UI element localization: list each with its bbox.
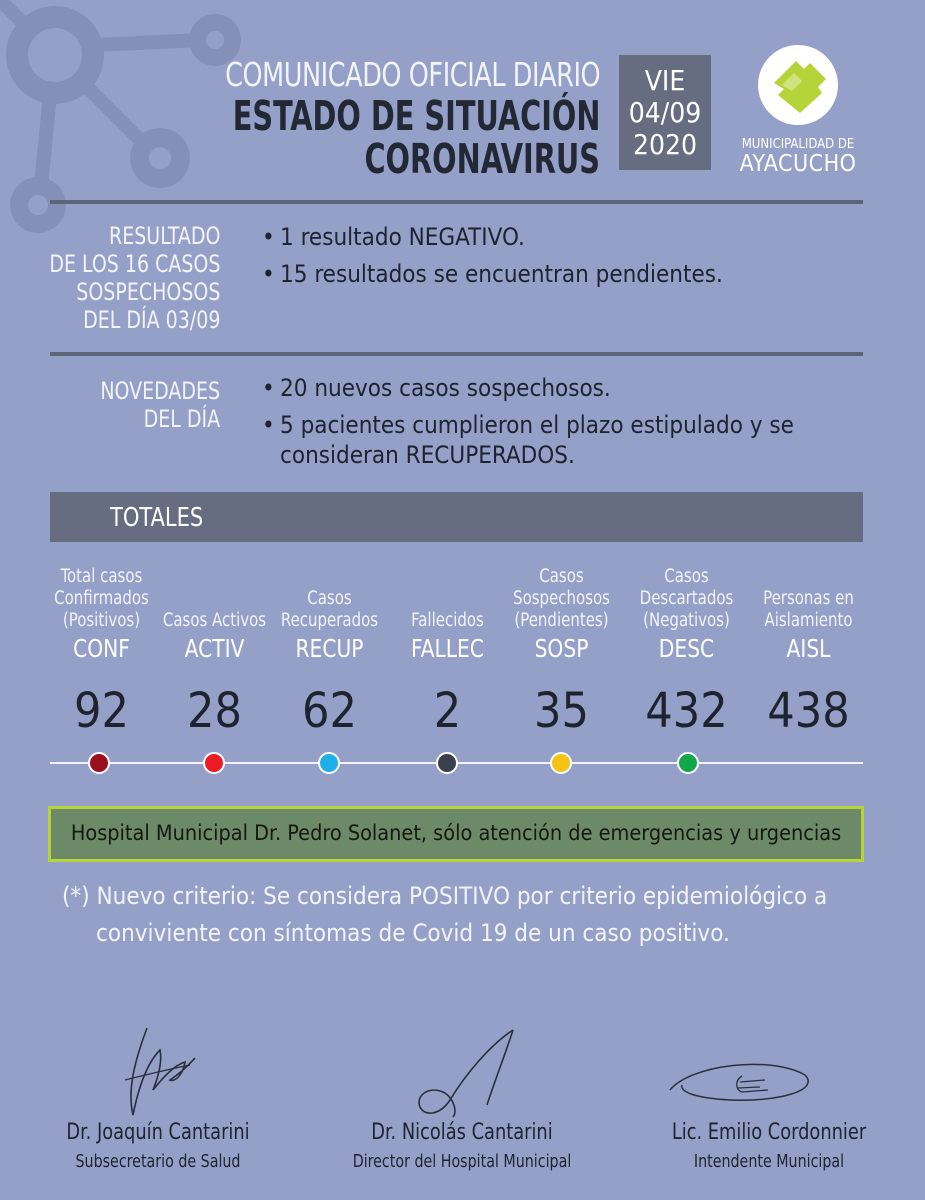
signature-name: Dr. Nicolás Cantarini	[371, 1120, 553, 1145]
stat-code: FALLEC	[411, 634, 484, 663]
stat-column-sosp	[504, 562, 619, 741]
divider-1	[50, 200, 863, 204]
note-line: conviviente con síntomas de Covid 19 de un caso positivo.	[96, 919, 730, 947]
stat-code: SOSP	[534, 634, 589, 663]
date-box	[619, 55, 711, 170]
header-subtitle: COMUNICADO OFICIAL DIARIO	[224, 55, 600, 94]
signature-drawing-3	[660, 1050, 820, 1110]
signature-block-2	[312, 1120, 612, 1172]
stat-value: 62	[302, 683, 357, 739]
bullet-item: • 1 resultado NEGATIVO.	[262, 222, 723, 252]
municipality-logo	[752, 43, 844, 127]
stat-description: Personas en Aislamiento	[763, 588, 854, 631]
signature-drawing-1	[105, 1020, 215, 1120]
stat-code: DESC	[658, 634, 715, 663]
stat-code: AISL	[786, 634, 831, 663]
section1-label-line: DEL DÍA 03/09	[82, 306, 220, 334]
signature-role: Subsecretario de Salud	[75, 1151, 241, 1172]
status-dot-fallec	[436, 752, 458, 774]
stat-value: 438	[767, 683, 850, 739]
section1-label	[49, 222, 220, 334]
totals-title: TOTALES	[110, 503, 204, 533]
signature-name: Lic. Emilio Cordonnier	[671, 1120, 867, 1145]
status-dot-recup	[318, 752, 340, 774]
bullet-item: • 5 pacientes cumplieron el plazo estipulado y se consideran RECUPERADOS.	[262, 410, 822, 470]
stat-description: Casos Descartados (Negativos)	[639, 566, 734, 631]
stat-code: CONF	[73, 634, 130, 663]
stat-column-recup	[272, 562, 387, 741]
signature-name: Dr. Joaquín Cantarini	[66, 1120, 250, 1145]
stat-value: 2	[433, 683, 462, 739]
status-dot-activ	[203, 752, 225, 774]
header-title-line1: ESTADO DE SITUACIÓN	[232, 92, 600, 140]
bullet-item: • 20 nuevos casos sospechosos.	[262, 373, 822, 403]
signature-role: Intendente Municipal	[693, 1151, 845, 1172]
stat-column-activ	[157, 562, 272, 741]
section1-label-line: SOSPECHOSOS	[75, 278, 220, 306]
date-daymonth: 04/09	[628, 96, 702, 129]
stat-value: 28	[187, 683, 242, 739]
date-year: 2020	[632, 128, 698, 161]
section1-label-line: RESULTADO	[108, 222, 220, 250]
hospital-notice: Hospital Municipal Dr. Pedro Solanet, sólo atención de emergencias y urgencias	[48, 806, 864, 862]
signature-role: Director del Hospital Municipal	[352, 1151, 572, 1172]
stat-code: RECUP	[295, 634, 364, 663]
status-dot-conf	[88, 752, 110, 774]
signature-drawing-2	[395, 1025, 535, 1120]
stat-column-desc	[629, 562, 744, 741]
logo-text-line2: AYACUCHO	[739, 151, 857, 177]
signature-block-3	[619, 1120, 919, 1172]
section1-bullets	[262, 222, 723, 289]
stat-description: Total casos Confirmados (Positivos)	[54, 566, 149, 631]
divider-2	[50, 352, 863, 356]
section2-label	[100, 377, 220, 433]
note-line: (*) Nuevo criterio: Se considera POSITIVO por criterio epidemiológico a	[62, 882, 828, 910]
section2-bullets	[262, 373, 822, 470]
header-title-line2: CORONAVIRUS	[364, 135, 600, 183]
status-dot-desc	[677, 752, 699, 774]
signature-block-1	[8, 1120, 308, 1172]
stat-value: 92	[74, 683, 129, 739]
stat-column-aisl	[751, 562, 866, 741]
date-day: VIE	[644, 64, 686, 97]
section2-label-line: NOVEDADES	[100, 377, 220, 405]
section1-label-line: DE LOS 16 CASOS	[48, 250, 220, 278]
stat-description: Fallecidos	[411, 610, 484, 631]
criteria-note	[62, 878, 882, 952]
logo-text-line1: MUNICIPALIDAD DE	[741, 137, 855, 152]
stat-column-fallec	[390, 562, 505, 741]
stat-description: Casos Activos	[162, 610, 267, 631]
stat-description: Casos Recuperados	[280, 588, 379, 631]
stat-code: ACTIV	[184, 634, 245, 663]
section2-label-line: DEL DÍA	[143, 405, 220, 433]
virus-graphic	[0, 0, 270, 260]
stat-column-conf	[44, 562, 159, 741]
status-dot-sosp	[550, 752, 572, 774]
bullet-item: • 15 resultados se encuentran pendientes.	[262, 259, 723, 289]
stat-value: 35	[534, 683, 589, 739]
stat-value: 432	[645, 683, 728, 739]
stat-description: Casos Sospechosos (Pendientes)	[513, 566, 610, 631]
